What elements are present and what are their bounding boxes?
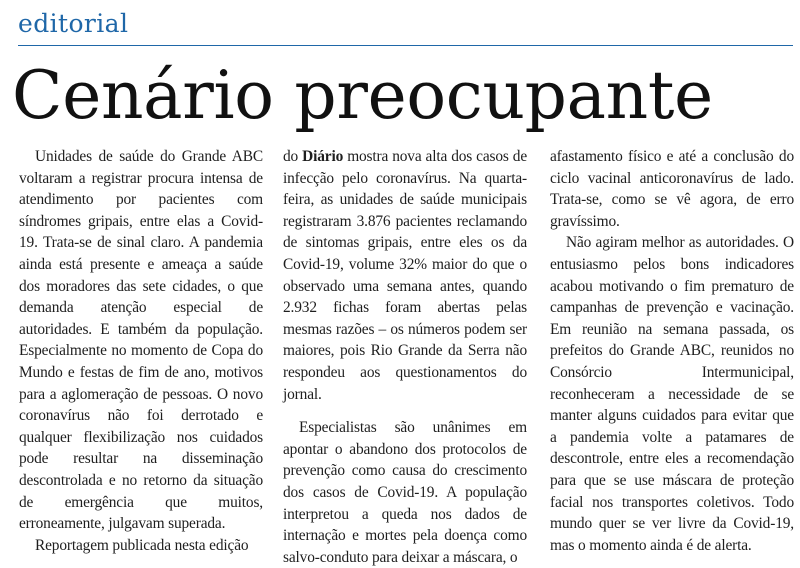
paragraph: Reportagem publicada nesta edição xyxy=(35,536,249,554)
paragraph: Não agiram melhor as autoridades. O entusiasmo pelos bons indicadores acabou motivando o fim prematuro de campanhas de prevenção e vacinação. Em reunião na semana passada, os prefeitos do Grande ABC, reunidos no Consórcio Intermunicipal, reconheceram a necessidade de se manter alguns cuidados para evitar que a pandemia volte a patamares de descontrole, entre eles a recomendação para que se use máscara de proteção facial nos transportes coletivos. Todo mundo quer se ver livre da Covid-19, mas o momento ainda é de alerta. xyxy=(550,234,794,554)
newspaper-name: Diário xyxy=(302,148,344,165)
text-segment: mostra nova alta dos casos de infecção pelo coronavírus. Na quarta-feira, as unidades de saúde municipais registraram 3.876 pacientes reclamando de sintomas gripais, entre eles os da Covid-19, volume 32% maior do que o observado uma semana antes, quando 2.932 fichas foram abertas pelas mesmas razões – os números podem ser maiores, pois Rio Grande da Serra não respondeu aos questionamentos do jornal. xyxy=(283,148,528,403)
text-segment: do xyxy=(283,148,299,165)
paragraph: afastamento físico e até a conclusão do ciclo vacinal anticoronavírus de lado. Trata-se, como se vê agora, de erro gravíssimo. xyxy=(550,148,794,230)
article-column-2 xyxy=(283,146,527,568)
article-column-3 xyxy=(550,146,794,556)
section-divider xyxy=(18,45,793,46)
paragraph: Especialistas são unânimes em apontar o abandono dos protocolos de prevenção como causa do crescimento dos casos de Covid-19. A população interpretou a queda nos dados de internação e mortes pela doença como salvo-conduto para deixar a máscara, o xyxy=(283,419,527,566)
article-column-1 xyxy=(19,146,263,556)
paragraph: Unidades de saúde do Grande ABC voltaram a registrar procura intensa de atendimento por pacientes com síndromes gripais, entre elas a Covid-19. Trata-se de sinal claro. A pandemia ainda está presente e ameaça a saúde dos moradores das sete cidades, o que demanda atenção especial de autoridades. E também da população. Especialmente no momento de Copa do Mundo e festas de fim de ano, motivos para a aglomeração de pessoas. O novo coronavírus não foi derrotado e qualquer flexibilização nos cuidados pode resultar na disseminação descontrolada e no retorno da situação de emergência que muitos, erroneamente, julgavam superada. xyxy=(19,148,263,533)
paragraph xyxy=(283,146,527,405)
headline: Cenário preocupante xyxy=(12,57,713,134)
section-label: editorial xyxy=(18,9,129,38)
